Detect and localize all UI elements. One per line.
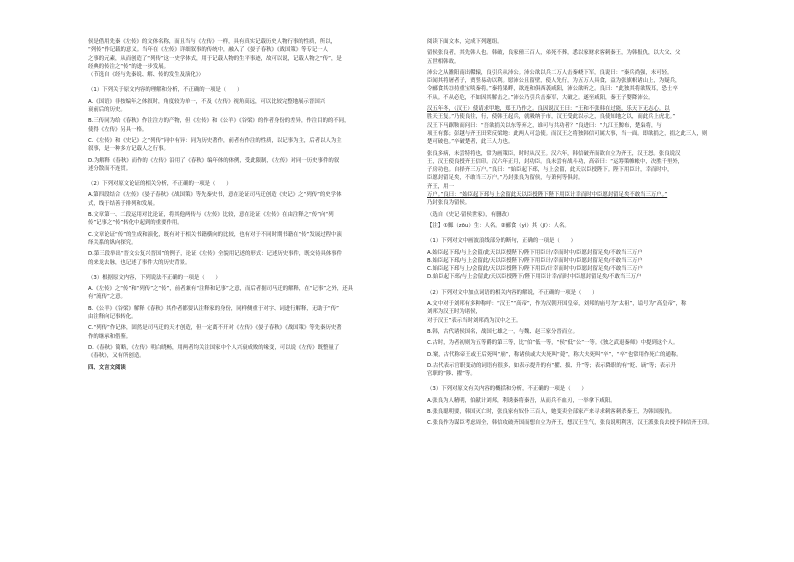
text-line: （3）根据原文内容，下列说法不正确的一项是（ ） (88, 274, 221, 281)
text-line: 由注释向记事转化。 (88, 314, 137, 321)
text-line: 衰前后的历史。 (88, 107, 126, 114)
text-line: 项王有郄；彭越与齐王田荣反梁地：此两人可急使。而汉王之将独韩信可属大事，当一面。即欲捐之，捐之此三人，则 (427, 130, 708, 137)
text-line: （2）下列对原文论证的相关分析，不正确的一项是（ ） (88, 181, 232, 188)
text-line: B.《公羊》《谷梁》解释《春秋》其作者都要认注释家的身份，同样侧重于对字、词进行解释，无助于“传” (88, 305, 339, 312)
text-line: C.文章论证“传”的生成和演化，既有对于相关书籍横向的比较，也有对于不同时期书籍在“传”发展过程中演 (88, 231, 342, 238)
text-line: 刘邦为汉王时为诸侯， (427, 309, 481, 316)
text-line: 胜天王复。”乃使良往，行，使韩王起兵，就吸纳于市，汉王受此以示之，良使知地之以，而此兵上虎北。” (427, 114, 676, 121)
text-line: 不从。不从必危，不如因其解击之。”沛公乃引兵击秦军，大破之。遂至咸阳，秦王子婴降沛公。 (427, 94, 654, 101)
text-line: C.“列传”作记体，固然是司马迁的天才创造，但一定离不开对《左传》《晏子春秋》《战国策》等先秦历史著 (88, 325, 342, 332)
text-line: 留侯张良者，其先韩人也。韩破，良家僮三百人，弟死不葬，悉以家财求客刺秦王，为韩报仇，以大父、父 (427, 50, 681, 57)
text-line: A.始臣起下邳/与上会留/此天以臣授陛下/陛下用臣计/幸而时中/臣愿封留足矣/不敢当三万户 (427, 249, 643, 256)
text-line: B.韩，古代诸侯国名，战国七雄之一，与魏、赵三家分晋而立。 (427, 328, 578, 335)
text-line: A.《国语》非按编年之体叙时，角度较为单一，不及《左传》视角高远，可以比较完整地展示晋国兴 (88, 98, 326, 105)
text-line: B.张良聪明要，韩国灭亡时，张良家有奴仆三百人，她变卖全部家产来寻求刺客刺杀秦王，为韩国报仇。 (427, 408, 675, 415)
text-line: 万户。”良曰：“始臣起下邳与上会留此天以臣授陛下陛下用臣计幸而时中臣愿封留足矣不敢当三万户。” (427, 192, 668, 199)
text-line: 乃封张良为留侯。 (427, 200, 471, 207)
text-line: 述分散而不连贯。 (88, 165, 132, 172)
text-line: D.窠，古代称帝王或王后死叫“崩”，称诸侯或大夫死叫“薨”，称大夫死叫“卒”，“卒”也常用作死亡的通称。 (427, 351, 682, 358)
text-line: 《春秋》，又有所创造。 (88, 353, 145, 360)
text-line: 使得《左传》另具一格。 (88, 126, 148, 133)
text-line: 臣闻其将屠者子，贾竖易动以利。愿沛公且留壁，使人先行，为五万人具食，益为张旗帜诸山上，为疑兵， (427, 78, 681, 85)
text-line: D.第三段举出“晋文公复兴晋国”的例子，论证《左传》全貌用记述的形式：记述历史事件，既交待具体事件 (88, 251, 343, 258)
text-line: （1）下列关于原文内容的理解和分析，不正确的一项是（ ） (88, 87, 243, 94)
text-line: （2）下列对文中加点词语的相关内容的解说，不正确的一项是（ ） (427, 289, 598, 296)
text-line: 阅读下面文本，完成下列题组。 (427, 39, 503, 45)
text-line: 张良多病，未尝特将也，常为画策臣，时时从汉王。汉六年，韩信破齐而欲自立为齐王，汉王怒。张良说汉 (427, 150, 681, 157)
text-line: 令郦食其㉑持重宝啖秦将。”秦将果畔，欲连和俱西袭咸阳，沛公欲听之。良曰：“此独其将欲叛耳，恐士卒 (427, 86, 678, 93)
text-line: 传”记事之“传”转化中起到的重要作用。 (88, 220, 183, 227)
text-line: B.文章第一、二段运用对比论证，将其他两传与《左传》比较，意在论证《左传》在由注释之“传”向“列 (88, 212, 334, 219)
text-line: （3）下列对原文有关内容的概括和分析，不正确的一项是（ ） (427, 386, 587, 393)
text-line: D.为解释《春秋》而作的《左传》沿用了《春秋》编年体的体例，受此限制，《左传》对同一历史事件的叙 (88, 157, 340, 164)
text-line: 楚可破也。”卒破楚者，此三人力也。 (427, 139, 514, 146)
text-line: “列传”作记载的意义。当年在《左传》详细叙事的传统中，融入了《晏子春秋》《战国策》等专记一人 (88, 47, 329, 54)
text-line: C.古时，为者初则为五等爵的第三等，比“伯”低一等，“侯”低“公”一等。《独之武退秦师》中提到这个人。 (427, 340, 679, 347)
text-line: D.《春秋》简略，《左传》明白晓畅，用两者均关注国家中个人兴衰成败的缘变，可以说《左传》既整量了 (88, 344, 340, 351)
text-line: A.第四段结合《左传》《晏子春秋》《战国策》等先秦史书，意在论证司马迁创造《史记》之“列传”的史学体 (88, 192, 342, 199)
text-line: 叙事，是一种多方记载人之行事。 (88, 146, 169, 153)
text-line: 五世相韩故。 (427, 58, 460, 65)
text-line: 沛公之从雒阳南出轘辕，良引兵从沛公。沛公欲以兵二万人击秦峣下军，良说曰：“秦兵尚强，未可轻。 (427, 69, 673, 76)
text-line: B.三传同为给《春秋》作注注方的产物，但《左传》和《公羊》《谷梁》的作者身份的差异，作注目的的不同， (88, 118, 350, 125)
text-line: B.始臣起下邳/与上会留此/天以臣授陛下/陛下用臣计/幸而时中/臣愿封留足矣/不敢当三万户 (427, 257, 643, 264)
text-line: C.始臣起下邳与上/会留此/天以臣授陛下/陛下用臣/计幸而时中/臣愿封留足矣/不敢当三万户 (427, 266, 643, 273)
text-line: 官职的“陟、擢”等。 (427, 371, 476, 378)
text-line: （1）下列对文中画波浪线部分的断句，正确的一项是（ ） (427, 238, 576, 245)
text-line: 侯是借用先秦《左传》的文体名称，而且当与《左传》一样，具有真实记载历史人物行事的性质，所以， (88, 39, 336, 45)
right-column (427, 38, 780, 428)
text-line: 之事的元素，从而创造了“列传”这一史学体式，用于记载人物的生平事迹，故可以说，记载人物之“传”，是 (88, 55, 342, 62)
text-line: D.始臣起下邳/与上会留此/天以臣授陛下/陛下用臣计幸/而时中臣愿封留足矣/不敢当三万户 (427, 274, 642, 281)
text-line: C.张良作为谋臣考虑周全，韩信攻破齐国而想自立为齐王，想汉王生气，张良说明利害，汉王派张良去授予韩信齐王印。 (427, 420, 713, 427)
text-line: 子房功也。自择齐三万户。”良曰：“始臣起下邳，与上会留，此天以臣授陛下。陛下用臣计，幸而时中， (427, 167, 673, 174)
text-line: 臣愿封留足矣，不敢当三万户。”乃封张良为留侯，与萧何等俱封。 (427, 175, 584, 182)
text-line: A.文中对于刘邦有多种称呼：“汉王”“高帝”，作为汉朝开国皇帝，刘邦的庙号为“太祖”，谥号为“高皇帝”，称 (427, 301, 687, 308)
text-line: 绎关系的纵向探究。 (88, 239, 137, 246)
text-line: 的来龙去脉，也记述了事件大的历史背景。 (88, 259, 191, 266)
text-line: （节选自《经与先秦说、解、传的发生及演化》） (88, 72, 204, 79)
text-line: 有“流传”之意。 (88, 294, 126, 301)
text-line: C.《左传》和《史记》之“列传”同中有异：同为历史著作，前者有作注的性质，以记事为主，后者以人为主 (88, 137, 342, 144)
text-line: 四、文言文阅读 (88, 364, 126, 371)
text-line: 王，汉王使良授齐王信印。汉六年正月，封功臣。良未尝有战斗功，高帝曰：“运筹策帷帐中，决胜千里外， (427, 158, 684, 165)
text-line: 汉王下马踞鞍而问曰：“吾欲捐关以东等弃之，谁可与共功者？”良进曰：“九江王黥布，楚枭将，与 (427, 122, 662, 129)
text-line: 经典的传注之“传”的进一步发展。 (88, 63, 170, 70)
text-line: 汉五年冬，（汉王）使请求甲地，郑王乃作之。良因说汉王曰：“王和不张韩在过能，乐天下无志心。以 (427, 106, 670, 113)
text-line: 作的继承和借鉴。 (88, 333, 132, 340)
text-line: A.《左传》之“传”和“列传”之“传”，前者兼有“注释和记事”之意，而后者据司马迁的解释，在“记事”之外，还具 (88, 286, 354, 293)
text-line: 式，线于结善于排列和发展。 (88, 200, 159, 207)
text-line: 【注】①鮿（zōu）生：人名。②郦食（yì）其（jī）：人名。 (427, 222, 570, 229)
text-line: D.古代表示官职变动的词语有很多，如表示提升的有“擢、拔、升”等；表示降职的有“贬、谪”等；表示升 (427, 362, 676, 369)
text-line: A.张良为人精明，伯献计刘邦，利诱秦将秦吾，从而兵不血刃，一举拿下咸阳。 (427, 397, 616, 404)
text-line: 齐王，用一 (427, 183, 454, 190)
text-line: （选自《史记·留侯世家》，有删改） (427, 211, 513, 218)
text-line: 对于汉王”表示当时刘邦尚为汉中之王。 (427, 317, 522, 324)
left-column (88, 38, 441, 372)
